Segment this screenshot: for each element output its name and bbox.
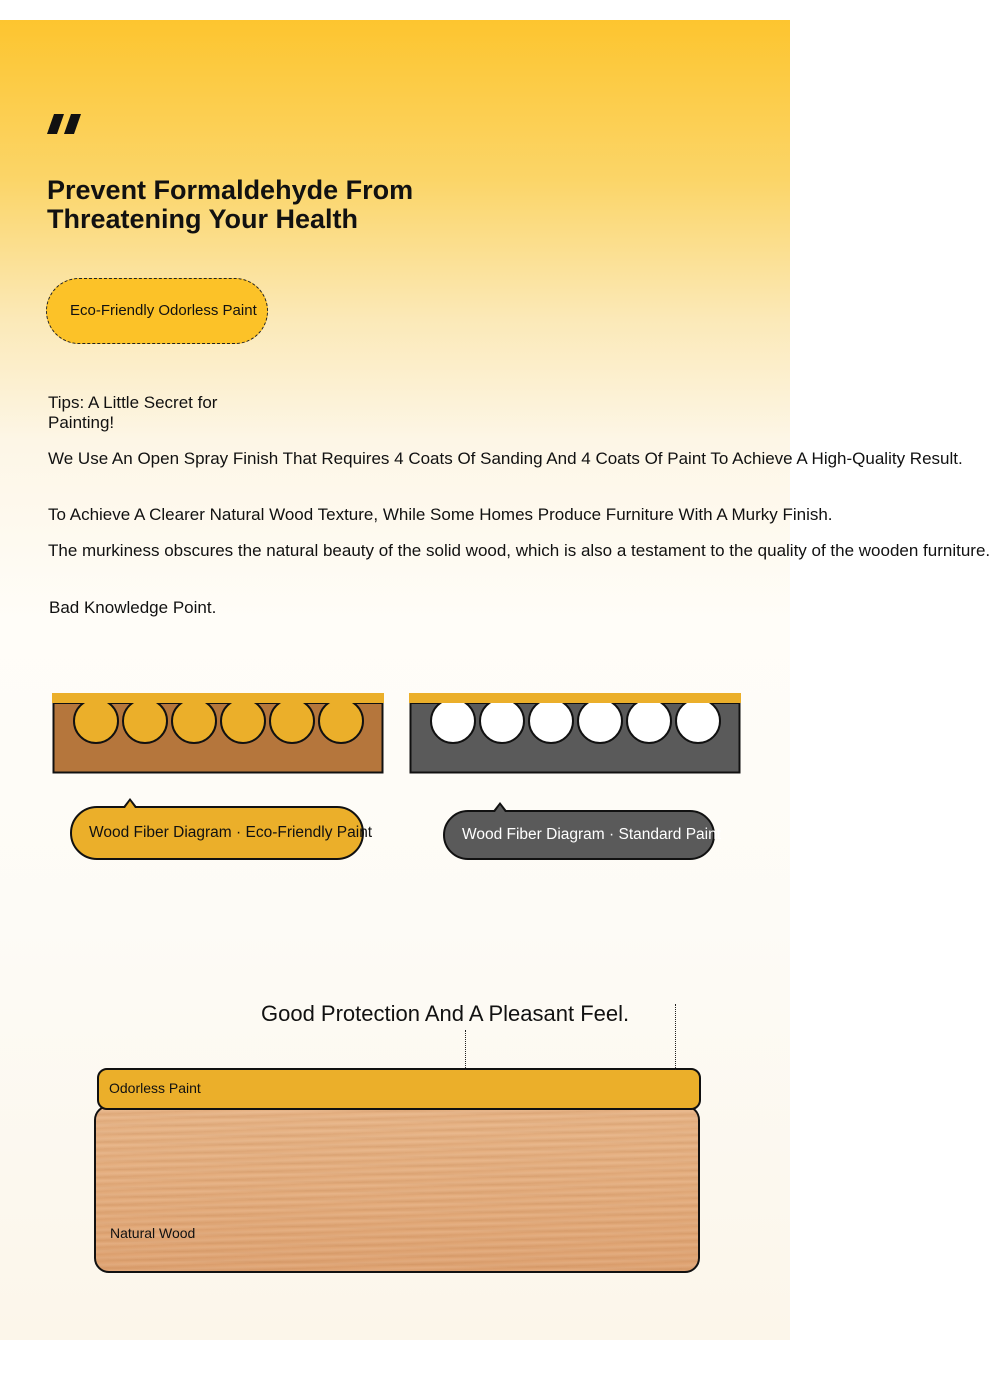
fiber-pore [676, 699, 720, 743]
fiber-pore [172, 699, 216, 743]
quote-icon [46, 112, 86, 146]
bubble-pointer-fill [495, 805, 505, 812]
tips-paragraph: We Use An Open Spray Finish That Requires 4 Coats Of Sanding And 4 Coats Of Paint To Achieve A High-Quality Result. [48, 449, 963, 468]
eco-diagram-caption: Wood Fiber Diagram · Eco-Friendly Paint [70, 806, 364, 860]
fiber-pore [123, 699, 167, 743]
paint-top-layer-cover [409, 693, 741, 703]
paint-top-layer-cover [52, 693, 384, 703]
natural-wood-layer [94, 1105, 700, 1273]
eco-paint-badge: Eco-Friendly Odorless Paint [46, 278, 268, 344]
tips-paragraph: To Achieve A Clearer Natural Wood Texture, While Some Homes Produce Furniture With A Murky Finish. [48, 505, 833, 524]
fiber-pore [270, 699, 314, 743]
fiber-pore [221, 699, 265, 743]
fiber-pore [480, 699, 524, 743]
odorless-paint-layer: Odorless Paint [97, 1068, 701, 1110]
content-panel [0, 20, 990, 1340]
leader-line [675, 1004, 676, 1068]
eco-wood-fiber-diagram [52, 693, 384, 775]
tips-paragraph: The murkiness obscures the natural beauty of the solid wood, which is also a testament to the quality of the wooden furniture. [48, 541, 990, 560]
protection-caption: Good Protection And A Pleasant Feel. [261, 1001, 630, 1026]
tips-heading: Tips: A Little Secret for Painting! [48, 393, 218, 432]
bubble-pointer-fill [125, 801, 135, 808]
fiber-pore [431, 699, 475, 743]
standard-diagram-caption: Wood Fiber Diagram · Standard Paint [443, 810, 715, 860]
fiber-pore [319, 699, 363, 743]
leader-line [465, 1030, 466, 1068]
fiber-pore [74, 699, 118, 743]
page-title: Prevent Formaldehyde From Threatening Your Health [47, 175, 414, 234]
bad-knowledge-point: Bad Knowledge Point. [49, 598, 217, 617]
fiber-pore [578, 699, 622, 743]
standard-wood-fiber-diagram [409, 693, 741, 775]
fiber-pore [627, 699, 671, 743]
fiber-pore [529, 699, 573, 743]
natural-wood-label: Natural Wood [110, 1225, 196, 1241]
